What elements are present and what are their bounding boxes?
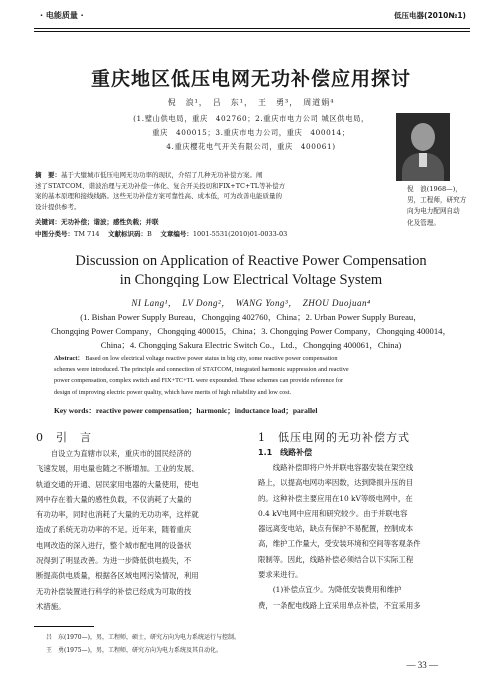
subsection-1-1-heading: 1.1 线路补偿 bbox=[258, 448, 313, 457]
article-no-value: 1001-5531(2010)01-0033-03 bbox=[192, 230, 288, 238]
classification-cn bbox=[35, 229, 287, 238]
body-line: 的。这种补偿主要应用在10 kV等级电网中，在 bbox=[258, 493, 413, 503]
doc-code-value: B bbox=[147, 230, 152, 238]
clc-label: 中图分类号： bbox=[35, 230, 74, 238]
affiliation-cn-line: (1.璧山供电局，重庆 402760；2.重庆市电力公司 城区供电局， bbox=[133, 114, 369, 123]
body-line: 轨道交通的开通、居民家用电器的大量使用，使电 bbox=[36, 479, 199, 489]
abstract-cn-line: 基于大璧城市低压电网无功功率的现状，介绍了几种无功补偿方案。阐 bbox=[61, 171, 263, 179]
body-line: 高，维护工作量大，受安装环境和空间等客观条件 bbox=[258, 539, 421, 549]
abstract-cn bbox=[35, 170, 390, 212]
title-en-line: in Chongqing Low Electrical Voltage System bbox=[119, 272, 383, 288]
affiliation-cn-line: 4.重庆樱花电气开关有限公司，重庆 400061) bbox=[166, 142, 336, 151]
page-number: — 33 — bbox=[406, 660, 438, 670]
section-0-heading: 0 引 言 bbox=[36, 431, 92, 444]
header-rule bbox=[34, 28, 470, 29]
doc-code-label: 文献标识码： bbox=[108, 230, 148, 238]
title-en-line: Discussion on Application of Reactive Power Compensation bbox=[75, 253, 427, 269]
body-line: (1)补偿点宜少。为降低安装费用和维护 bbox=[258, 585, 402, 595]
author-bio bbox=[407, 184, 473, 229]
body-line: 线路补偿即将户外并联电容器安装在架空线 bbox=[258, 463, 414, 472]
header-rule-thin bbox=[34, 31, 470, 32]
abstract-en-label: Abstract： bbox=[54, 355, 84, 362]
author-photo bbox=[396, 113, 450, 181]
bio-line: 向为电力配网自动 bbox=[407, 207, 460, 216]
bio-line: 化及管理。 bbox=[407, 218, 440, 227]
journal-section-label: · 电能质量 · bbox=[40, 11, 84, 20]
footnote: 吕 东(1970—)，男，工程师，硕士，研究方向为电力系统运行与控制。 bbox=[46, 634, 240, 641]
body-line: 有功功率，同时也消耗了大量的无功功率，这样就 bbox=[36, 510, 199, 520]
body-line: 要求来进行。 bbox=[258, 570, 303, 580]
section-0-body bbox=[36, 446, 242, 614]
body-line: 自设立为直辖市以来，重庆市的国民经济的 bbox=[36, 449, 192, 458]
abstract-en-line: design of improving electric power quality, which have merits of high reliability and low cost. bbox=[54, 388, 292, 396]
section-1-heading: 1 低压电网的无功补偿方式 bbox=[258, 431, 410, 444]
body-line: 电网改造的深入进行，整个城市配电网的设备状 bbox=[36, 540, 192, 550]
abstract-en-line: power compensation, complex switch and FIX+TC+TL were expounded. These schemes can provide reference for bbox=[54, 377, 344, 385]
body-line: 况得到了明显改善。为进一步降低供电损失，不 bbox=[36, 556, 192, 566]
article-no-label: 文章编号： bbox=[160, 230, 193, 238]
footnote-rule bbox=[34, 626, 94, 627]
bio-line: 倪 浪(1968—)， bbox=[407, 185, 462, 193]
body-line: 0.4 kV电网中应用和研究较少。由于并联电容 bbox=[258, 508, 408, 518]
abstract-cn-line: 设计提供参考。 bbox=[35, 202, 81, 211]
abstract-en bbox=[54, 353, 454, 398]
section-1-body bbox=[258, 460, 468, 613]
body-line: 断提高供电质量，根据各区域电网污染情况，利用 bbox=[36, 571, 199, 581]
abstract-cn-label: 摘 要： bbox=[35, 171, 61, 179]
title-cn: 重庆地区低压电网无功补偿应用探讨 bbox=[90, 68, 411, 90]
body-line: 器远离变电站，缺点有保护不易配置，控制成本 bbox=[258, 524, 414, 534]
body-line: 限制等。因此，线路补偿必须结合以下实际工程 bbox=[258, 554, 414, 564]
journal-issue-label: 低压电器(2010№1) bbox=[394, 11, 466, 20]
authors-cn: 倪 浪¹， 吕 东¹， 王 勇³， 周道娟⁴ bbox=[167, 98, 335, 107]
keywords-en: Key words：reactive power compensation；harmonic；inductance load；parallel bbox=[54, 406, 318, 415]
bio-line: 男，工程师，研究方 bbox=[407, 196, 467, 205]
body-line: 无功补偿装置进行科学的补偿已经成为可取的技 bbox=[36, 586, 192, 596]
abstract-cn-line: 述了STATCOM、谐波治理与无功补偿一体化、复合开关投切和FIX+TC+TL等补偿方 bbox=[35, 181, 286, 190]
body-line: 费，一条配电线路上宜采用单点补偿，不宜采用多 bbox=[258, 600, 421, 610]
abstract-cn-line: 案的基本原理和接线线路。这些无功补偿方案可靠性高、成本低，可为改善电能质量的 bbox=[35, 192, 282, 201]
abstract-en-line: schemes were introduced. The principle and connection of STATCOM, integrated harmonic suppression and reactive bbox=[54, 366, 349, 374]
authors-en: NI Lang¹， LV Dong²， WANG Yong³， ZHOU Duojuan⁴ bbox=[131, 298, 371, 308]
keywords-cn: 关键词：无功补偿；谐波；感性负载；并联 bbox=[35, 218, 159, 226]
affiliation-en-line: Chongqing Power Company，Chongqing 400015，China；3. Chongqing Power Company，Chongqing 400014， bbox=[50, 326, 452, 336]
abstract-en-line: Based on low electrical voltage reactive power status in big city, some reactive power compensation bbox=[85, 355, 338, 362]
affiliation-en-line: China；4. Chongqing Sakura Electric Switch Co.，Ltd.，Chongqing 400061，China) bbox=[100, 340, 402, 350]
clc-value: TM 714 bbox=[74, 230, 100, 238]
body-line: 路上，以提高电网功率因数，达到降损升压的目 bbox=[258, 478, 414, 488]
footnote: 王 勇(1975—)，男，工程师，研究方向为电力系统及其自动化。 bbox=[46, 647, 222, 654]
affiliation-cn-line: 重庆 400015；3.重庆市电力公司，重庆 400014； bbox=[152, 128, 350, 137]
body-line: 飞速发展，用电量也随之不断增加。工业的发展、 bbox=[36, 464, 199, 474]
affiliation-en-line: (1. Bishan Power Supply Bureau，Chongqing 402760，China；2. Urban Power Supply Bureau， bbox=[80, 312, 422, 322]
body-line: 术措施。 bbox=[36, 601, 66, 611]
body-line: 造成了系统无功功率的不足。近年来，随着重庆 bbox=[36, 525, 192, 535]
body-line: 网中存在着大量的感性负载，不仅消耗了大量的 bbox=[36, 494, 192, 504]
